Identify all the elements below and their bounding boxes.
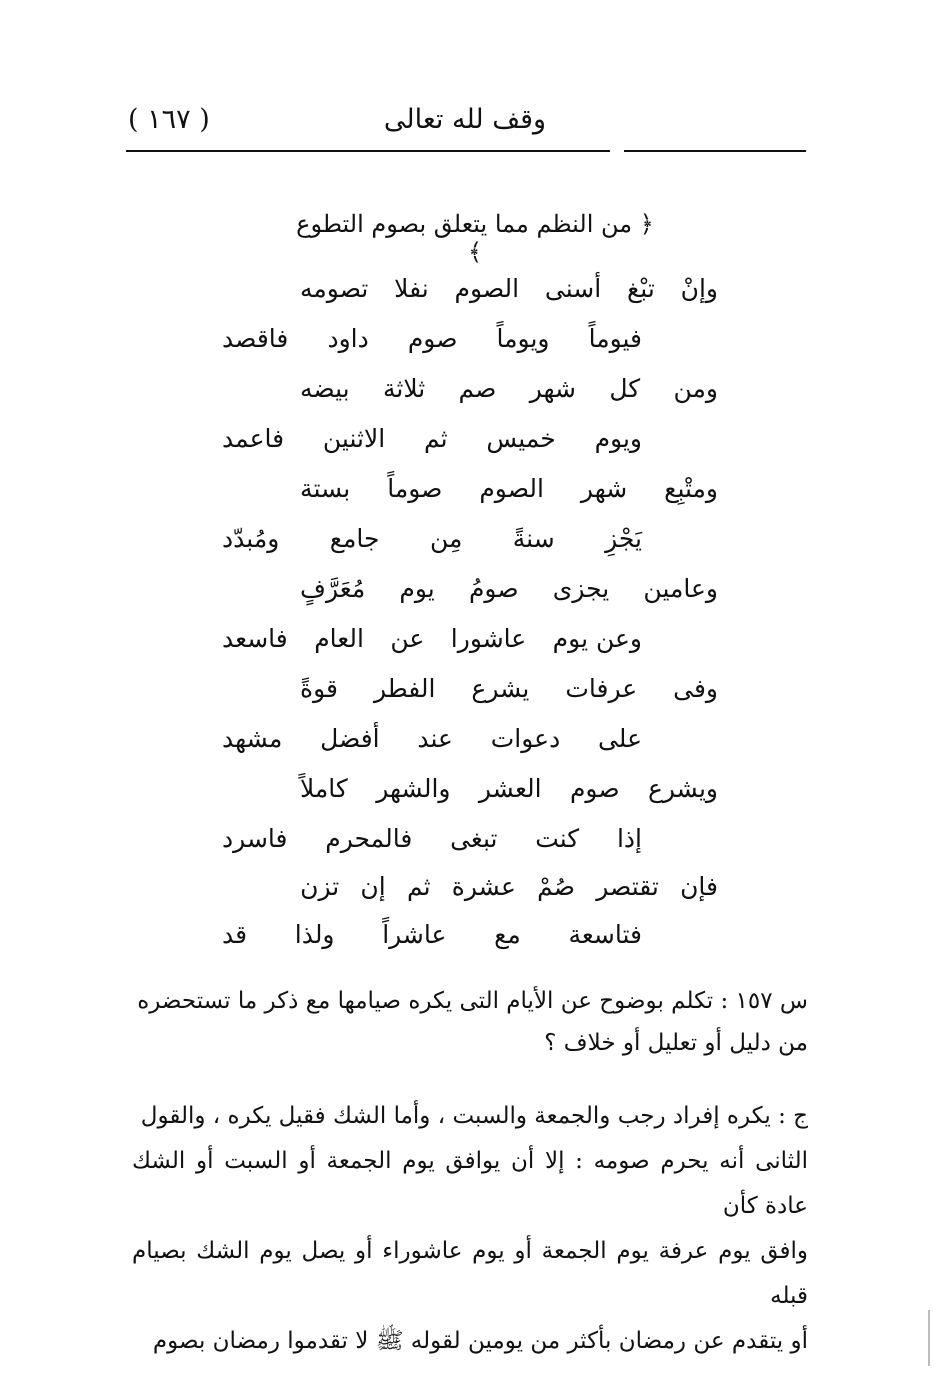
question-line: من دليل أو تعليل أو خلاف ؟ bbox=[544, 1030, 808, 1056]
verse-word: كاملاً bbox=[300, 773, 348, 803]
verse-word: عند bbox=[417, 723, 453, 753]
verse-word: تزن bbox=[300, 871, 340, 901]
verse-word: شهر bbox=[529, 373, 576, 403]
verse-word: عاشراً bbox=[382, 919, 447, 949]
verse-word: صوماً bbox=[387, 473, 443, 503]
verse-line bbox=[222, 418, 642, 458]
verse-word: دعوات bbox=[490, 723, 561, 753]
verse-word: العشر bbox=[478, 773, 542, 803]
verse-word: فإن bbox=[680, 871, 718, 901]
verse-word: عن bbox=[390, 623, 425, 653]
verse-word: كل bbox=[609, 373, 641, 403]
question-line: س ١٥٧ : تكلم بوضوح عن الأيام التى يكره صيامها مع ذكر ما تستحضره bbox=[137, 988, 808, 1014]
verse-word: وفى bbox=[673, 673, 718, 703]
verse-word: ويشرع bbox=[647, 773, 718, 803]
verse-word: مشهد bbox=[222, 723, 283, 753]
verse-word: الصوم bbox=[454, 273, 520, 303]
verse-word: إذا bbox=[616, 823, 642, 853]
verse-line bbox=[300, 866, 718, 906]
verse-word: مِن bbox=[429, 523, 463, 553]
verse-word: يوم bbox=[399, 573, 435, 603]
verse-word: صم bbox=[458, 373, 497, 403]
verse-line bbox=[300, 468, 718, 508]
verse-word: ولذا bbox=[294, 919, 335, 949]
question-paragraph bbox=[132, 980, 808, 1064]
verse-word: فاسعد bbox=[222, 623, 288, 653]
answer-line: وافق يوم عرفة يوم الجمعة أو يوم عاشوراء أو يصل يوم الشك بصيام قبله bbox=[132, 1238, 808, 1309]
verse-word: خميس bbox=[486, 423, 556, 453]
verse-word: فاسرد bbox=[222, 823, 288, 853]
running-header-title: وقف لله تعالى bbox=[383, 104, 547, 135]
verse-word: يجزى bbox=[552, 573, 610, 603]
verse-line bbox=[300, 668, 718, 708]
verse-word: قد bbox=[222, 919, 248, 949]
scan-edge-mark bbox=[928, 1310, 930, 1366]
verse-word: نفلا bbox=[394, 273, 429, 303]
poem-heading: ﴿ من النظم مما يتعلق بصوم التطوع ﴾ bbox=[296, 210, 654, 266]
verse-word: فاقصد bbox=[222, 323, 289, 353]
answer-paragraph bbox=[132, 1094, 808, 1364]
verse-word: تصومه bbox=[300, 273, 369, 303]
verse-word: أفضل bbox=[320, 723, 380, 753]
verse-word: وعامين bbox=[643, 573, 718, 603]
verse-word: الصوم bbox=[479, 473, 544, 503]
verse-line bbox=[222, 818, 642, 858]
header-rule-left bbox=[126, 150, 610, 152]
verse-word: العام bbox=[314, 623, 364, 653]
verse-line bbox=[300, 768, 718, 808]
verse-word: تقتصر bbox=[596, 871, 659, 901]
verse-word: فتاسعة bbox=[568, 919, 642, 949]
verse-word: وإنْ bbox=[680, 273, 718, 303]
verse-word: ثم bbox=[424, 423, 448, 453]
verse-word: أسنى bbox=[544, 273, 602, 303]
verse-word: بيضه bbox=[300, 373, 350, 403]
verse-word: ثلاثة bbox=[382, 373, 426, 403]
verse-word: يشرع bbox=[471, 673, 530, 703]
verse-word: عشرة bbox=[451, 871, 516, 901]
verse-word: مع bbox=[494, 919, 521, 949]
answer-line: الثانى أنه يحرم صومه : إلا أن يوافق يوم الجمعة أو السبت أو الشك عادة كأن bbox=[132, 1148, 808, 1219]
verse-word: الفطر bbox=[373, 673, 436, 703]
verse-word: فيوماً bbox=[588, 323, 642, 353]
verse-word: داود bbox=[327, 323, 369, 353]
verse-word: تبْغ bbox=[627, 273, 655, 303]
verse-word: يَجْزِ bbox=[605, 523, 642, 553]
verse-word: فاعمد bbox=[222, 423, 285, 453]
verse-word: على bbox=[597, 723, 642, 753]
verse-line bbox=[222, 914, 642, 954]
verse-line bbox=[222, 718, 642, 758]
verse-word: فالمحرم bbox=[325, 823, 413, 853]
header-rule-right bbox=[624, 150, 806, 152]
verse-word: صومُ bbox=[468, 573, 519, 603]
verse-word: عرفات bbox=[565, 673, 638, 703]
verse-word: الاثنين bbox=[322, 423, 386, 453]
verse-word: ومتْبِع bbox=[664, 473, 718, 503]
verse-word: صوم bbox=[569, 773, 620, 803]
verse-word: والشهر bbox=[376, 773, 451, 803]
verse-word: بستة bbox=[300, 473, 351, 503]
verse-word: مُعَرَّفٍ bbox=[300, 573, 366, 603]
verse-word: صوم bbox=[407, 323, 458, 353]
verse-line bbox=[300, 368, 718, 408]
verse-word: سنةً bbox=[512, 523, 555, 553]
verse-line bbox=[300, 268, 718, 308]
verse-word: قوةً bbox=[300, 673, 338, 703]
verse-line bbox=[222, 318, 642, 358]
page-number: ( ١٦٧ ) bbox=[128, 104, 210, 135]
verse-word: عاشورا bbox=[450, 623, 527, 653]
verse-word: كنت bbox=[535, 823, 580, 853]
verse-word: شهر bbox=[580, 473, 628, 503]
verse-word: صُمْ bbox=[537, 871, 575, 901]
answer-line: أو يتقدم عن رمضان بأكثر من يومين لقوله ﷺ لا تقدموا رمضان بصوم bbox=[152, 1328, 808, 1354]
verse-word: ومن bbox=[673, 373, 718, 403]
verse-word: ومُبدّد bbox=[222, 523, 280, 553]
verse-word: تبغى bbox=[450, 823, 498, 853]
verse-word: ثم bbox=[406, 871, 431, 901]
verse-word: ويوم bbox=[594, 423, 642, 453]
verse-line bbox=[222, 618, 642, 658]
verse-line bbox=[300, 568, 718, 608]
verse-line bbox=[222, 518, 642, 558]
answer-line: ج : يكره إفراد رجب والجمعة والسبت ، وأما الشك فقيل يكره ، والقول bbox=[140, 1103, 808, 1129]
verse-word: جامع bbox=[329, 523, 380, 553]
verse-word: إن bbox=[360, 871, 386, 901]
verse-word: وعن يوم bbox=[552, 623, 642, 653]
verse-word: ويوماً bbox=[496, 323, 550, 353]
